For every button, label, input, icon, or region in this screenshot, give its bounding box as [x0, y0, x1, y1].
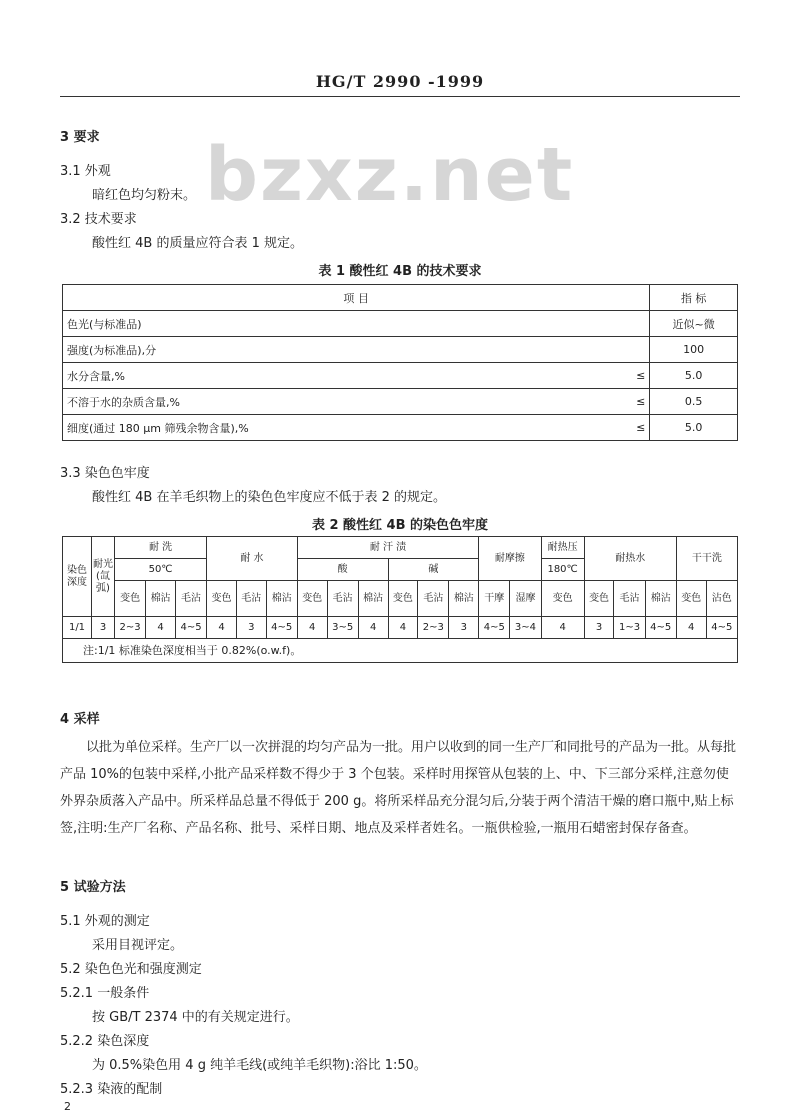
table-2-cell: 3~4 [510, 617, 541, 639]
table-2-cell: 3 [92, 617, 115, 639]
section-3-2-text: 酸性红 4B 的质量应符合表 1 规定。 [92, 236, 303, 251]
table-row [63, 337, 738, 363]
section-5-1-title: 5.1 外观的测定 [60, 914, 150, 929]
standard-number: HG/T 2990 -1999 [315, 72, 485, 91]
table-2-sub: 毛沾 [418, 581, 449, 617]
table-2-cell: 1~3 [614, 617, 645, 639]
section-5-2-2-text: 为 0.5%染色用 4 g 纯羊毛线(或纯羊毛织物):浴比 1:50。 [92, 1058, 427, 1073]
table-1-value: 5.0 [650, 363, 738, 389]
table-2-sub: 棉沾 [266, 581, 297, 617]
table-2-header-row-1 [63, 537, 738, 559]
section-3-title: 3 要求 [60, 130, 100, 145]
table-1-value: 5.0 [650, 415, 738, 441]
watermark: bzxz.net [205, 132, 575, 218]
table-2-cell: 3 [449, 617, 479, 639]
table-1-sym: ≤ [621, 363, 650, 389]
table-2-cell: 3 [236, 617, 266, 639]
table-2-head-wash: 耐 洗 [115, 537, 207, 559]
table-2-sub: 毛沾 [175, 581, 206, 617]
table-1-sym [621, 337, 650, 363]
table-2-head-wash-temp: 50℃ [115, 559, 207, 581]
table-1-value: 近似~微 [650, 311, 738, 337]
section-3-1-title: 3.1 外观 [60, 164, 111, 179]
table-2-subheader-row [63, 581, 738, 617]
table-2-head-depth: 染色深度 [63, 537, 92, 617]
table-2-cell: 4~5 [645, 617, 676, 639]
table-2-sub: 毛沾 [614, 581, 645, 617]
table-1-item: 水分含量,% [63, 363, 622, 389]
table-2-sub: 沾色 [706, 581, 737, 617]
table-2-sub: 棉沾 [449, 581, 479, 617]
table-2-head-sweat: 耐 汗 渍 [297, 537, 478, 559]
table-1 [62, 284, 738, 441]
table-2-sub: 干摩 [479, 581, 510, 617]
table-2-head-rub: 耐摩擦 [479, 537, 541, 581]
table-2-head-water: 耐 水 [207, 537, 298, 581]
table-1-sym: ≤ [621, 415, 650, 441]
table-1-value: 0.5 [650, 389, 738, 415]
table-2-head-hotwater: 耐热水 [584, 537, 676, 581]
table-2-note: 注:1/1 标准染色深度相当于 0.82%(o.w.f)。 [63, 639, 738, 663]
table-2-cell: 4~5 [175, 617, 206, 639]
page-number: 2 [64, 1100, 71, 1113]
section-3-1-text: 暗红色均匀粉末。 [92, 188, 197, 203]
table-2-head-light: 耐光(氙弧) [92, 537, 115, 617]
table-2-sub: 毛沾 [327, 581, 358, 617]
table-1-value: 100 [650, 337, 738, 363]
table-2-sub: 棉沾 [146, 581, 176, 617]
section-5-2-1-title: 5.2.1 一般条件 [60, 986, 150, 1001]
table-2-head-acid: 酸 [297, 559, 388, 581]
table-2-sub: 变色 [676, 581, 706, 617]
table-row [63, 389, 738, 415]
table-2-sub: 变色 [297, 581, 327, 617]
table-row [63, 415, 738, 441]
section-5-2-title: 5.2 染色色光和强度测定 [60, 962, 202, 977]
table-2-head-press-temp: 180℃ [541, 559, 584, 581]
table-2-cell: 4 [358, 617, 388, 639]
section-4-text: 以批为单位采样。生产厂以一次拼混的均匀产品为一批。用户以收到的同一生产厂和同批号的产品为一批。从每批产品 10%的包装中采样,小批产品采样数不得少于 3 个包装。采样时用探管从包装的上、中、下三部分采样,注意勿使外界杂质落入产品中。所采样品总量不得低于 200 g。将所采样品充分混匀后,分装于两个清洁干燥的磨口瓶中,贴上标签,注明:生产厂名称、产品名称、批号、采样日期、地点及采样者姓名。一瓶供检验,一瓶用石蜡密封保存备查。 [60, 740, 737, 836]
table-1-header-row [63, 285, 738, 311]
table-row [63, 311, 738, 337]
table-2-caption: 表 2 酸性红 4B 的染色色牢度 [311, 518, 489, 533]
section-3-3-title: 3.3 染色色牢度 [60, 466, 150, 481]
table-2-head-press: 耐热压 [541, 537, 584, 559]
table-2-sub: 变色 [115, 581, 146, 617]
table-2-sub: 棉沾 [358, 581, 388, 617]
table-2-cell: 3 [584, 617, 614, 639]
table-2-cell: 4 [388, 617, 418, 639]
table-2-cell: 4~5 [706, 617, 737, 639]
section-5-2-3-title: 5.2.3 染液的配制 [60, 1082, 163, 1097]
table-2-sub: 变色 [207, 581, 237, 617]
table-2-note-row [63, 639, 738, 663]
section-3-2-title: 3.2 技术要求 [60, 212, 137, 227]
table-1-caption: 表 1 酸性红 4B 的技术要求 [318, 264, 482, 279]
section-5-1-text: 采用目视评定。 [92, 938, 184, 953]
section-3-3-text: 酸性红 4B 在羊毛织物上的染色色牢度应不低于表 2 的规定。 [92, 490, 446, 505]
table-2-cell: 4 [207, 617, 237, 639]
table-1-item: 色光(与标准品) [63, 311, 622, 337]
table-2-sub: 变色 [541, 581, 584, 617]
table-2-cell: 1/1 [63, 617, 92, 639]
table-1-sym: ≤ [621, 389, 650, 415]
table-2-cell: 2~3 [418, 617, 449, 639]
table-1-item: 细度(通过 180 μm 筛残余物含量),% [63, 415, 622, 441]
table-row [63, 617, 738, 639]
table-2-cell: 2~3 [115, 617, 146, 639]
table-1-head-item: 项 目 [63, 285, 650, 311]
table-2-sub: 棉沾 [645, 581, 676, 617]
table-1-item: 不溶于水的杂质含量,% [63, 389, 622, 415]
table-1-item: 强度(为标准品),分 [63, 337, 622, 363]
table-2-head-alkali: 碱 [388, 559, 479, 581]
table-2-sub: 湿摩 [510, 581, 541, 617]
header-rule [60, 96, 740, 97]
table-2-cell: 4 [297, 617, 327, 639]
table-row [63, 363, 738, 389]
table-2-cell: 4~5 [479, 617, 510, 639]
table-2-sub: 变色 [388, 581, 418, 617]
table-2-sub: 变色 [584, 581, 614, 617]
table-1-sym [621, 311, 650, 337]
table-2-cell: 3~5 [327, 617, 358, 639]
table-1-head-value: 指 标 [650, 285, 738, 311]
table-2 [62, 536, 738, 663]
table-2-cell: 4 [676, 617, 706, 639]
table-2-cell: 4 [541, 617, 584, 639]
section-5-2-1-text: 按 GB/T 2374 中的有关规定进行。 [92, 1010, 299, 1025]
table-2-sub: 毛沾 [236, 581, 266, 617]
section-5-2-2-title: 5.2.2 染色深度 [60, 1034, 150, 1049]
table-2-head-dryclean: 干干洗 [676, 537, 737, 581]
section-4-title: 4 采样 [60, 712, 100, 727]
table-2-cell: 4 [146, 617, 176, 639]
table-2-cell: 4~5 [266, 617, 297, 639]
section-5-title: 5 试验方法 [60, 880, 126, 895]
